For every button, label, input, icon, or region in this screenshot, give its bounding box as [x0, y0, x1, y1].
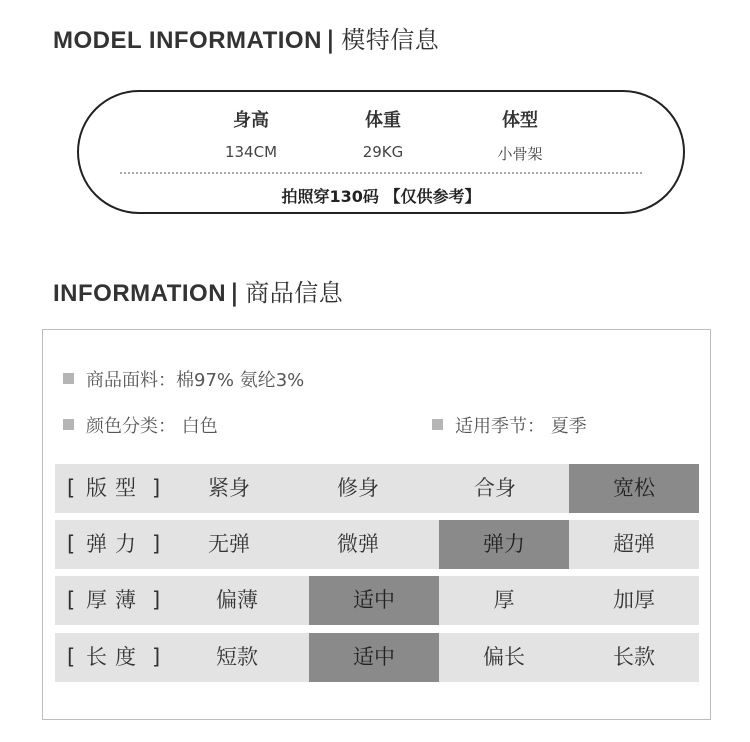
attribute-label-text: 版型 — [86, 476, 144, 500]
attribute-row-length — [55, 633, 699, 682]
attribute-option: 长款 — [613, 645, 655, 669]
heading-separator: | — [230, 279, 240, 307]
attribute-option-selected: 宽松 — [569, 464, 699, 513]
attribute-label — [55, 633, 165, 682]
attribute-option: 微弹 — [337, 532, 379, 556]
model-size-note: 拍照穿130码 【仅供参考】 — [281, 187, 481, 206]
bracket-right: ] — [152, 476, 161, 500]
square-bullet-icon — [432, 419, 443, 430]
attribute-option: 加厚 — [613, 588, 655, 612]
heading-separator: | — [325, 26, 336, 54]
attribute-row-thickness — [55, 576, 699, 625]
bracket-right: ] — [152, 645, 161, 669]
attribute-option: 修身 — [337, 476, 379, 500]
attribute-row-elasticity — [55, 520, 699, 569]
attribute-option-selected: 弹力 — [439, 520, 569, 569]
bracket-right: ] — [152, 532, 161, 556]
attribute-row-fit — [55, 464, 699, 513]
color-text: 颜色分类： 白色 — [86, 416, 218, 437]
attribute-label-text: 长度 — [86, 645, 144, 669]
bracket-left: [ — [67, 645, 76, 669]
bracket-right: ] — [152, 588, 161, 612]
model-build-value: 小骨架 — [497, 145, 543, 163]
model-info-title-en: MODEL INFORMATION — [53, 27, 322, 54]
model-weight-label: 体重 — [365, 110, 401, 131]
attribute-option-selected: 适中 — [309, 633, 439, 682]
color-line — [63, 412, 218, 438]
attribute-label-text: 厚薄 — [86, 588, 144, 612]
square-bullet-icon — [63, 373, 74, 384]
model-info-heading — [53, 20, 439, 55]
dotted-divider — [120, 172, 642, 174]
model-build-label: 体型 — [502, 110, 538, 131]
fabric-text: 商品面料：棉97% 氨纶3% — [86, 370, 305, 391]
attribute-label — [55, 576, 165, 625]
season-line — [432, 412, 587, 438]
attribute-option: 紧身 — [208, 476, 250, 500]
product-info-title-cn: 商品信息 — [245, 279, 344, 307]
product-info-heading — [53, 273, 343, 308]
square-bullet-icon — [63, 419, 74, 430]
bracket-left: [ — [67, 476, 76, 500]
attribute-option: 超弹 — [613, 532, 655, 556]
attribute-option: 偏长 — [483, 645, 525, 669]
bracket-left: [ — [67, 532, 76, 556]
attribute-label — [55, 520, 165, 569]
model-info-title-cn: 模特信息 — [341, 26, 440, 54]
bracket-left: [ — [67, 588, 76, 612]
attribute-option: 无弹 — [208, 532, 250, 556]
model-height-column — [191, 106, 311, 161]
attribute-label-text: 弹力 — [86, 532, 144, 556]
model-weight-column — [323, 106, 443, 161]
attribute-option: 厚 — [493, 588, 515, 612]
model-height-label: 身高 — [233, 110, 269, 131]
attribute-option: 偏薄 — [216, 588, 258, 612]
attribute-option: 合身 — [474, 476, 516, 500]
attribute-label — [55, 464, 165, 513]
season-text: 适用季节： 夏季 — [455, 416, 587, 437]
attribute-option: 短款 — [216, 645, 258, 669]
attribute-option-selected: 适中 — [309, 576, 439, 625]
model-build-column — [460, 106, 580, 164]
model-height-value: 134CM — [224, 143, 278, 161]
product-info-title-en: INFORMATION — [53, 280, 227, 307]
model-weight-value: 29KG — [362, 143, 404, 161]
fabric-line — [63, 366, 304, 392]
